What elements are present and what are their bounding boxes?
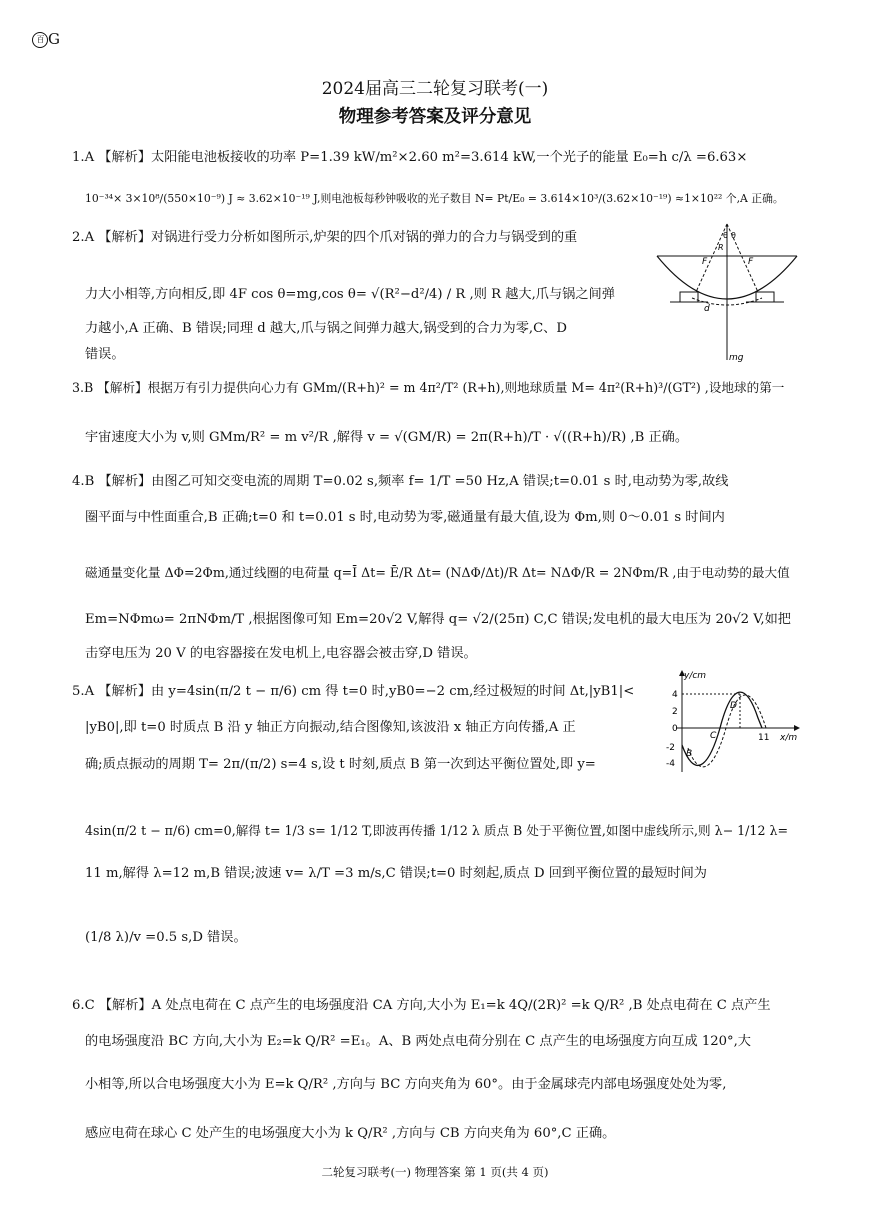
q4-line2: 圈平面与中性面重合,B 正确;t=0 和 t=0.01 s 时,电动势为零,磁通量有最大值,设为 Φm,则 0～0.01 s 时间内	[85, 510, 725, 525]
label-force-right: F	[748, 257, 754, 267]
q6-line3: 小相等,所以合电场强度大小为 E=k Q/R² ,方向与 BC 方向夹角为 60°。由于金属球壳内部电场强度处处为零,	[85, 1077, 727, 1092]
y-axis-label: y/cm	[684, 671, 707, 681]
logo-letter: G	[48, 30, 59, 48]
wave-graph	[662, 668, 802, 776]
q2-line3: 力越小,A 正确、B 错误;同理 d 越大,爪与锅之间弹力越大,锅受到的合力为零,C、D	[85, 321, 567, 336]
tick-neg2: -2	[666, 743, 675, 753]
page-footer: 二轮复习联考(一) 物理答案 第 1 页(共 4 页)	[321, 1165, 549, 1179]
q5-line2: |yB0|,即 t=0 时质点 B 沿 y 轴正方向振动,结合图像知,该波沿 x 轴正方向传播,A 正	[85, 720, 576, 735]
point-d: D	[730, 701, 737, 711]
q5-line3: 确;质点振动的周期 T= 2π/(π/2) s=4 s,设 t 时刻,质点 B 第一次到达平衡位置处,即 y=	[85, 757, 596, 772]
label-theta-1: θ	[723, 231, 728, 240]
q4-line1: 4.B 【解析】由图乙可知交变电流的周期 T=0.02 s,频率 f= 1/T =50 Hz,A 错误;t=0.01 s 时,电动势为零,故线	[72, 474, 729, 489]
q5-line5: 11 m,解得 λ=12 m,B 错误;波速 v= λ/T =3 m/s,C 错误;t=0 时刻起,质点 D 回到平衡位置的最短时间为	[85, 866, 707, 881]
tick-4: 4	[672, 690, 678, 700]
label-mg: mg	[729, 353, 744, 363]
q4-line4: Em=NΦmω= 2πNΦm/T ,根据图像可知 Em=20√2 V,解得 q= √2/(25π) C,C 错误;发电机的最大电压为 20√2 V,如把	[85, 612, 791, 627]
q1-line1: 1.A 【解析】太阳能电池板接收的功率 P=1.39 kW/m²×2.60 m²=3.614 kW,一个光子的能量 E₀=h c/λ =6.63×	[72, 150, 748, 165]
logo-circle-mark: 百	[32, 32, 48, 48]
q5-line4: 4sin(π/2 t − π/6) cm=0,解得 t= 1/3 s= 1/12 T,即波再传播 1/12 λ 质点 B 处于平衡位置,如图中虚线所示,则 λ− 1/12 λ=	[85, 823, 788, 838]
q4-line3: 磁通量变化量 ΔΦ=2Φm,通过线圈的电荷量 q=Ī Δt= Ē/R Δt= (NΔΦ/Δt)/R Δt= NΔΦ/R = 2NΦm/R ,由于电动势的最大值	[85, 565, 790, 580]
q4-line5: 击穿电压为 20 V 的电容器接在发电机上,电容器会被击穿,D 错误。	[85, 646, 477, 661]
q3-line2: 宇宙速度大小为 v,则 GMm/R² = m v²/R ,解得 v = √(GM/R) = 2π(R+h)/T · √((R+h)/R) ,B 正确。	[85, 430, 689, 445]
q6-line4: 感应电荷在球心 C 处产生的电场强度大小为 k Q/R² ,方向与 CB 方向夹角为 60°,C 正确。	[85, 1126, 616, 1141]
tick-0: 0	[672, 724, 678, 734]
point-c: C	[710, 731, 717, 741]
q1-line2: 10⁻³⁴× 3×10⁸/(550×10⁻⁹) J ≈ 3.62×10⁻¹⁹ J,则电池板每秒钟吸收的光子数目 N= Pt/E₀ = 3.614×10³/(3.62×10⁻¹⁹) ≈1×10²² 个,A 正确。	[85, 192, 784, 205]
logo	[32, 30, 59, 48]
exam-title: 2024届高三二轮复习联考(一)	[321, 79, 549, 99]
point-b: B	[686, 749, 693, 759]
q6-line2: 的电场强度沿 BC 方向,大小为 E₂=k Q/R² =E₁。A、B 两处点电荷分别在 C 点产生的电场强度方向互成 120°,大	[85, 1034, 751, 1049]
q5-line1: 5.A 【解析】由 y=4sin(π/2 t − π/6) cm 得 t=0 时,yB0=−2 cm,经过极短的时间 Δt,|yB1|<	[72, 684, 635, 699]
q2-line1: 2.A 【解析】对锅进行受力分析如图所示,炉架的四个爪对锅的弹力的合力与锅受到的重	[72, 230, 578, 245]
x-axis-label: x/m	[780, 733, 798, 743]
answer-key-title: 物理参考答案及评分意见	[338, 107, 532, 127]
tick-neg4: -4	[666, 759, 675, 769]
q3-line1: 3.B 【解析】根据万有引力提供向心力有 GMm/(R+h)² = m 4π²/T² (R+h),则地球质量 M= 4π²(R+h)³/(GT²) ,设地球的第一	[72, 380, 785, 395]
label-d: d	[704, 304, 710, 314]
q2-line2: 力大小相等,方向相反,即 4F cos θ=mg,cos θ= √(R²−d²/4) / R ,则 R 越大,爪与锅之间弹	[85, 287, 615, 302]
label-force-left: F	[702, 257, 708, 267]
label-theta-2: θ	[731, 231, 736, 240]
tick-11: 11	[758, 733, 770, 743]
q5-line6: (1/8 λ)/v =0.5 s,D 错误。	[85, 930, 247, 945]
pot-force-diagram	[652, 222, 802, 364]
q2-line4: 错误。	[85, 347, 125, 362]
q6-line1: 6.C 【解析】A 处点电荷在 C 点产生的电场强度沿 CA 方向,大小为 E₁=k 4Q/(2R)² =k Q/R² ,B 处点电荷在 C 点产生	[72, 998, 771, 1013]
label-radius: R	[718, 243, 724, 252]
tick-2: 2	[672, 707, 678, 717]
